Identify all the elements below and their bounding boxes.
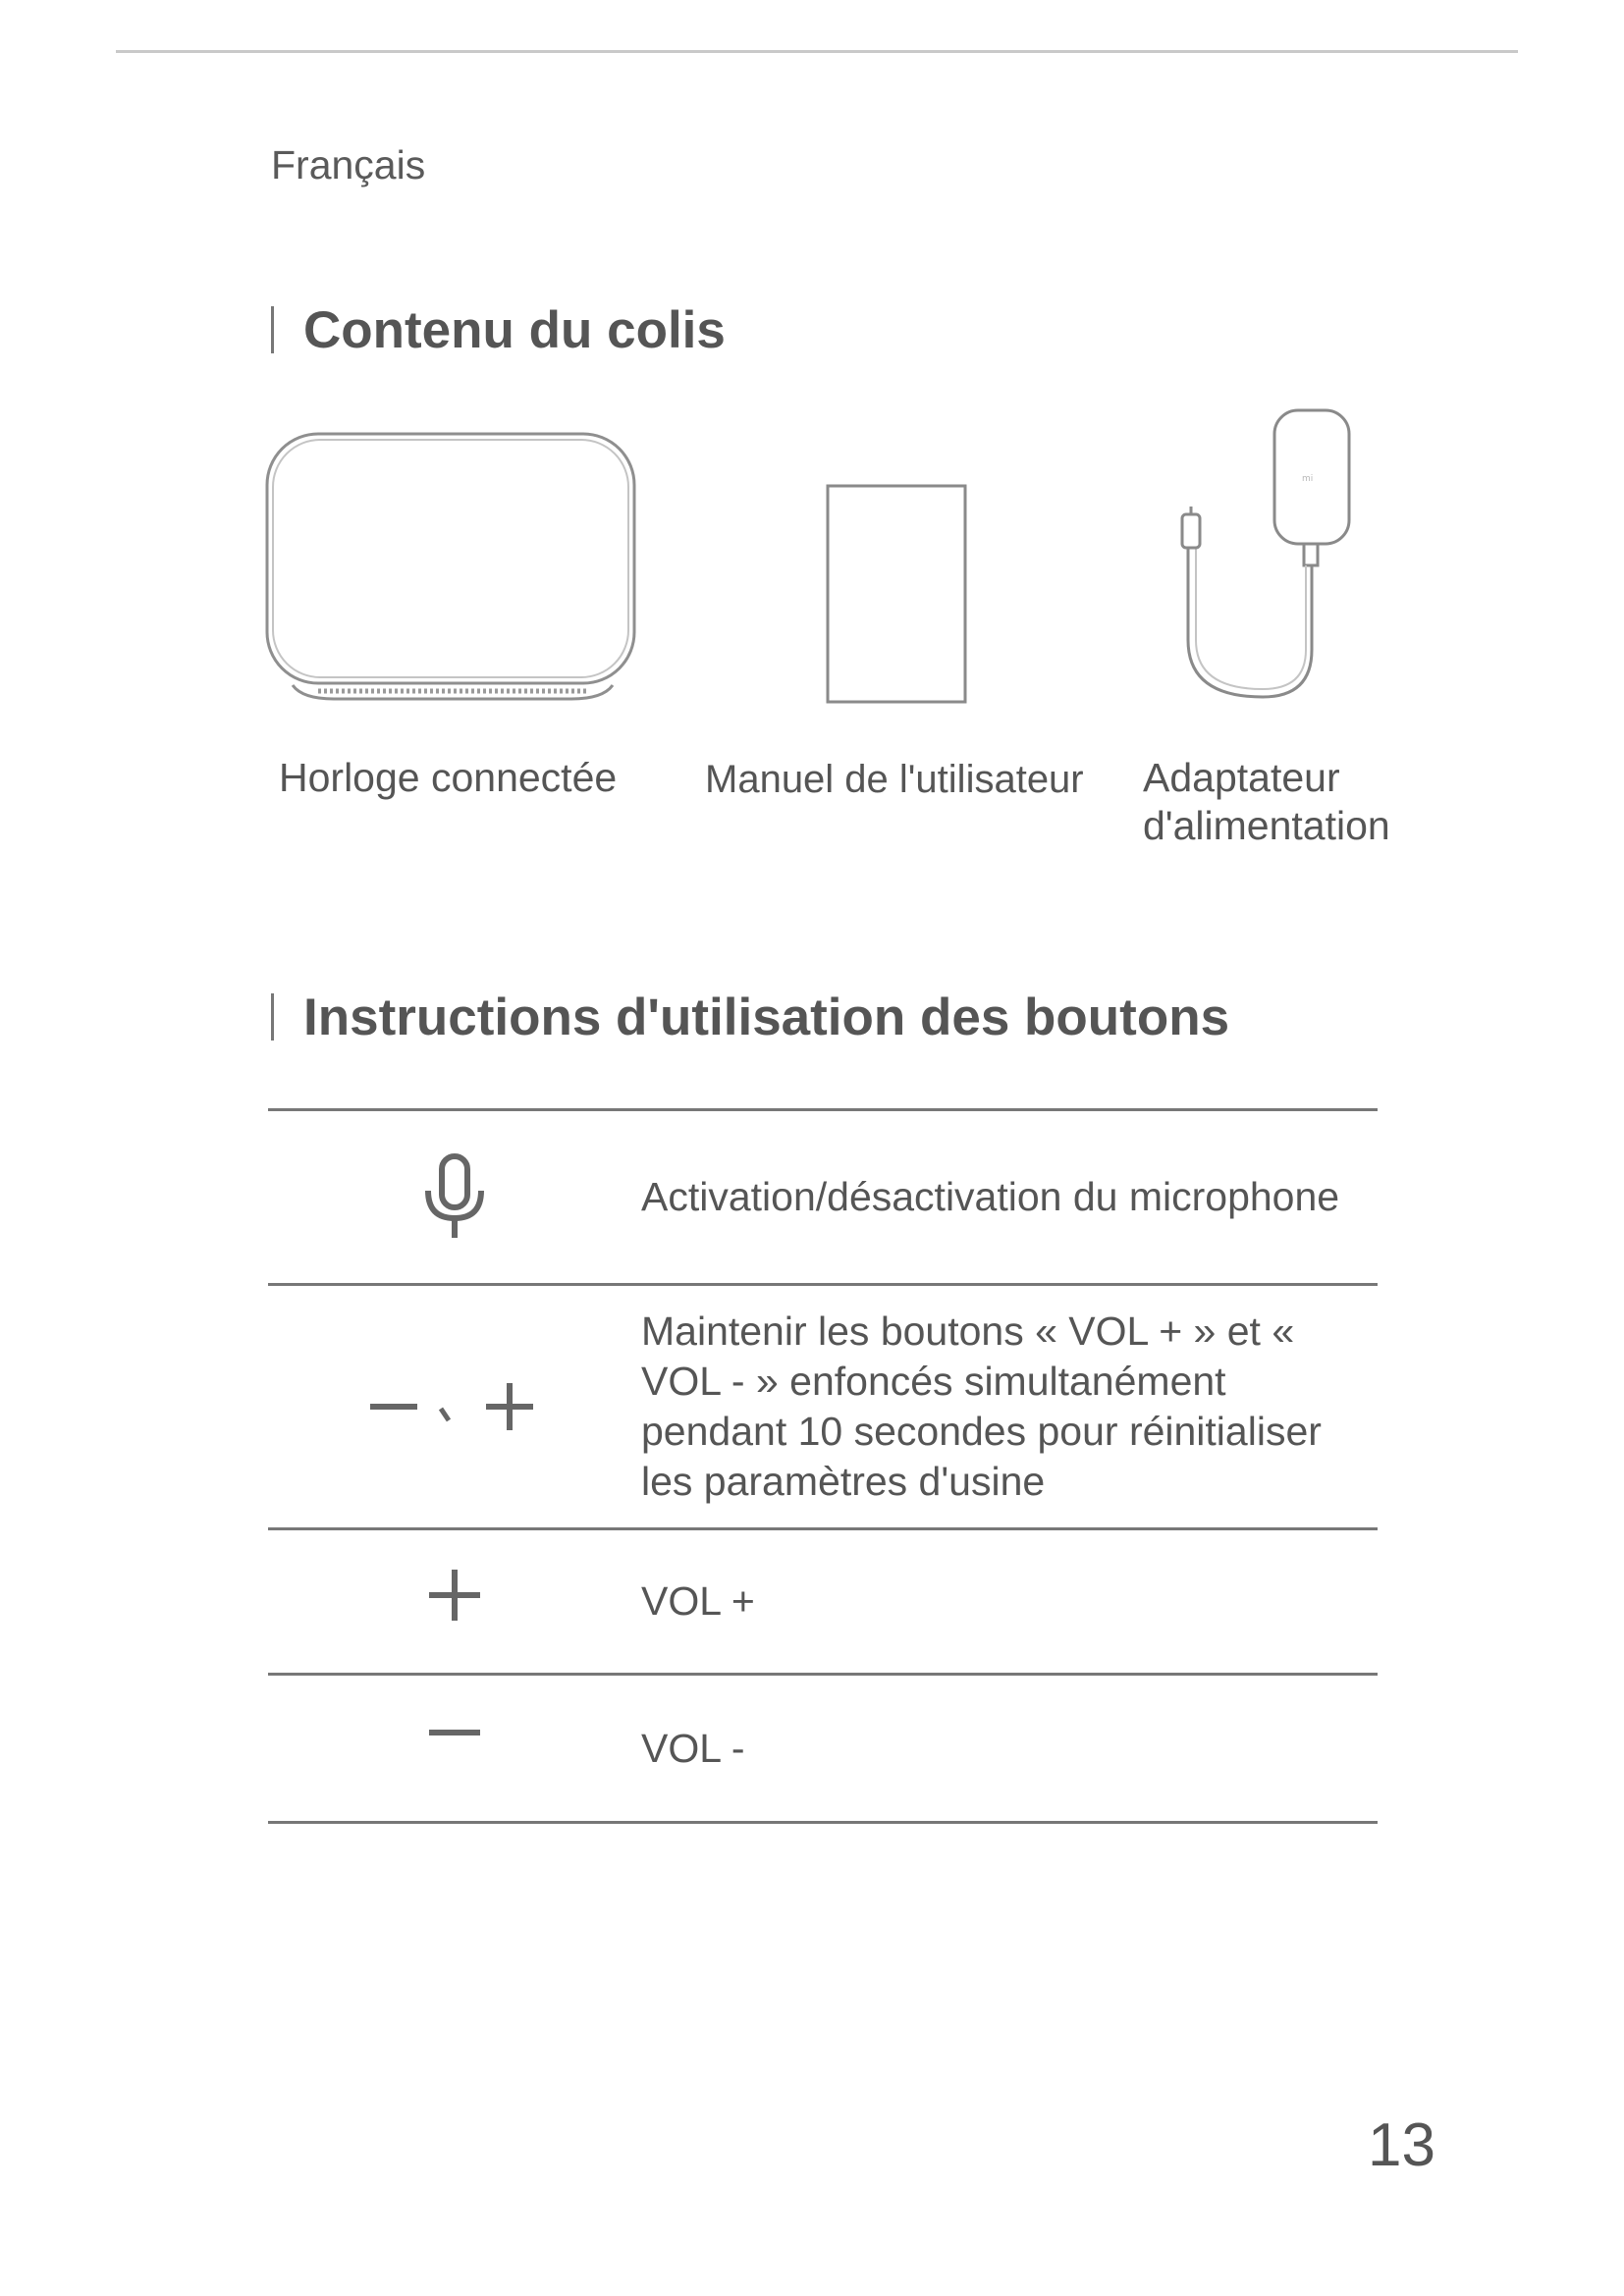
row-description: VOL - (641, 1725, 745, 1771)
section-title-text: Instructions d'utilisation des boutons (303, 988, 1230, 1046)
icon-cell (268, 1530, 641, 1625)
button-instructions-table (268, 1108, 1378, 1824)
icon-cell (268, 1676, 641, 1742)
icon-cell (268, 1377, 641, 1436)
plus-icon (425, 1566, 484, 1625)
manual-icon (825, 483, 970, 707)
language-label: Français (271, 142, 426, 187)
adapter-label-line-1: Adaptateur (1143, 755, 1340, 800)
desc-line: pendant 10 secondes pour réinitialiser (641, 1409, 1322, 1454)
microphone-icon (420, 1153, 489, 1242)
row-description: Activation/désactivation du microphone (641, 1174, 1340, 1219)
smart-clock-icon (263, 428, 642, 703)
item-label-clock: Horloge connectée (279, 755, 618, 800)
table-row (268, 1108, 1378, 1283)
section-title-text: Contenu du colis (303, 301, 726, 359)
page-number: 13 (1368, 2111, 1435, 2179)
power-adapter-icon (1164, 404, 1361, 709)
minus-icon (425, 1723, 484, 1742)
section-bar (271, 306, 274, 353)
item-label-adapter (1143, 754, 1390, 850)
table-row (268, 1673, 1378, 1824)
item-label-manual: Manuel de l'utilisateur (705, 758, 1084, 801)
row-description (641, 1307, 1378, 1507)
desc-line: les paramètres d'usine (641, 1459, 1046, 1504)
table-row (268, 1283, 1378, 1527)
row-description: VOL + (641, 1578, 755, 1624)
desc-line: VOL - » enfoncés simultanément (641, 1359, 1226, 1404)
section-bar (271, 993, 274, 1041)
minus-plus-icon (366, 1377, 543, 1436)
top-rule (116, 50, 1518, 53)
table-row (268, 1527, 1378, 1673)
svg-text:mi: mi (1302, 474, 1314, 484)
desc-line: Maintenir les boutons « VOL + » et « (641, 1308, 1295, 1354)
adapter-label-line-2: d'alimentation (1143, 803, 1390, 848)
icon-cell (268, 1153, 641, 1242)
section-title-package-contents (271, 300, 726, 360)
section-title-button-instructions (271, 988, 1229, 1047)
